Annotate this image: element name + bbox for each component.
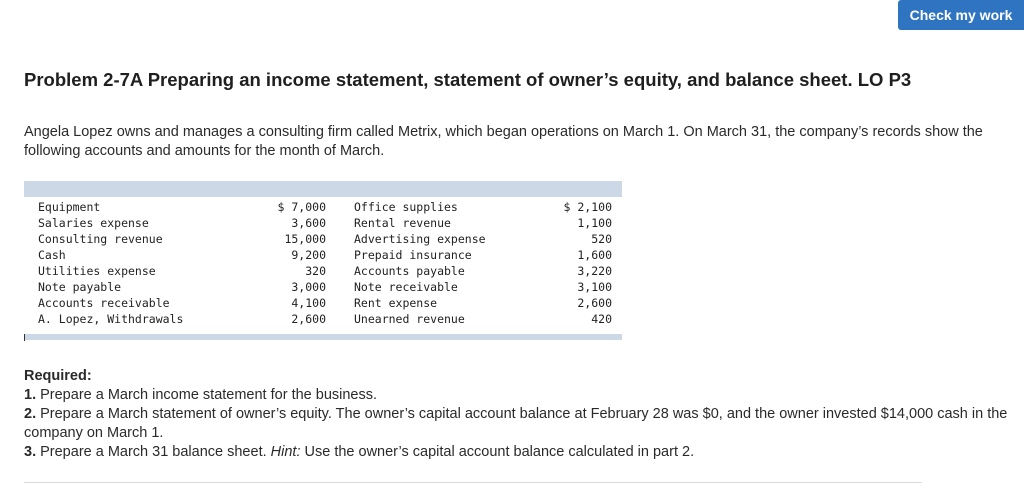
account-name: Consulting revenue [38, 232, 163, 246]
account-name: Note payable [38, 280, 122, 294]
required-section [24, 367, 1014, 462]
table-row [24, 215, 622, 231]
item-number: 2. [24, 406, 37, 422]
account-name: Accounts receivable [38, 296, 170, 310]
item-text: Prepare a March income statement for the business. [36, 387, 378, 403]
account-amount: 9,200 [291, 248, 326, 262]
account-amount: 2,600 [291, 312, 326, 326]
account-name: Prepaid insurance [354, 248, 472, 262]
item-number: 3. [24, 444, 37, 460]
table-row [24, 247, 622, 263]
account-amount: 320 [305, 264, 326, 278]
account-amount: 520 [591, 232, 612, 246]
account-amount: $ 7,000 [277, 200, 326, 214]
table-row [24, 231, 622, 247]
required-item-3 [24, 443, 1014, 462]
account-amount: 420 [591, 312, 612, 326]
account-name: Note receivable [354, 280, 458, 294]
item-text: Prepare a March statement of owner’s equity. The owner’s capital account balance at February 28 was $0, and the owner invested $14,000 cash in the company on March 1. [24, 406, 1008, 441]
account-amount: 1,100 [577, 216, 612, 230]
problem-title: Problem 2-7A Preparing an income statement, statement of owner’s equity, and balance sheet. LO P3 [24, 69, 912, 90]
table-bottom-bar [24, 334, 622, 340]
item-text: Prepare a March 31 balance sheet. [36, 444, 271, 460]
check-my-work-button[interactable]: Check my work [898, 0, 1024, 30]
account-amount: $ 2,100 [563, 200, 612, 214]
item-number: 1. [24, 387, 37, 403]
account-amount: 3,000 [291, 280, 326, 294]
hint-label: Hint: [270, 444, 301, 460]
account-amount: 3,220 [577, 264, 612, 278]
table-row [24, 311, 622, 327]
account-amount: 2,600 [577, 296, 612, 310]
table-row [24, 295, 622, 311]
account-name: Unearned revenue [354, 312, 465, 326]
account-name: Rental revenue [354, 216, 451, 230]
hint-text: Use the owner’s capital account balance calculated in part 2. [300, 444, 695, 460]
account-name: Advertising expense [354, 232, 486, 246]
table-row [24, 279, 622, 295]
account-amount: 15,000 [284, 232, 326, 246]
bottom-divider [24, 482, 922, 483]
table-corner-mark [24, 334, 25, 341]
account-amount: 1,600 [577, 248, 612, 262]
accounts-table [24, 181, 622, 341]
account-name: Cash [38, 248, 66, 262]
account-amount: 3,100 [577, 280, 612, 294]
table-row [24, 263, 622, 279]
table-row [24, 199, 622, 215]
account-name: Accounts payable [354, 264, 465, 278]
account-name: Utilities expense [38, 264, 156, 278]
required-heading: Required: [24, 368, 92, 384]
account-name: Office supplies [354, 200, 458, 214]
account-name: Equipment [38, 200, 101, 214]
required-item-1 [24, 386, 1014, 405]
table-top-bar [24, 181, 622, 197]
account-name: A. Lopez, Withdrawals [38, 312, 184, 326]
problem-intro: Angela Lopez owns and manages a consulting firm called Metrix, which began operations on March 1. On March 31, the company’s records show the following accounts and amounts for the month of March. [24, 124, 983, 159]
account-name: Salaries expense [38, 216, 149, 230]
account-name: Rent expense [354, 296, 438, 310]
account-amount: 3,600 [291, 216, 326, 230]
account-amount: 4,100 [291, 296, 326, 310]
required-item-2 [24, 405, 1014, 443]
accounts-rows [24, 199, 622, 327]
